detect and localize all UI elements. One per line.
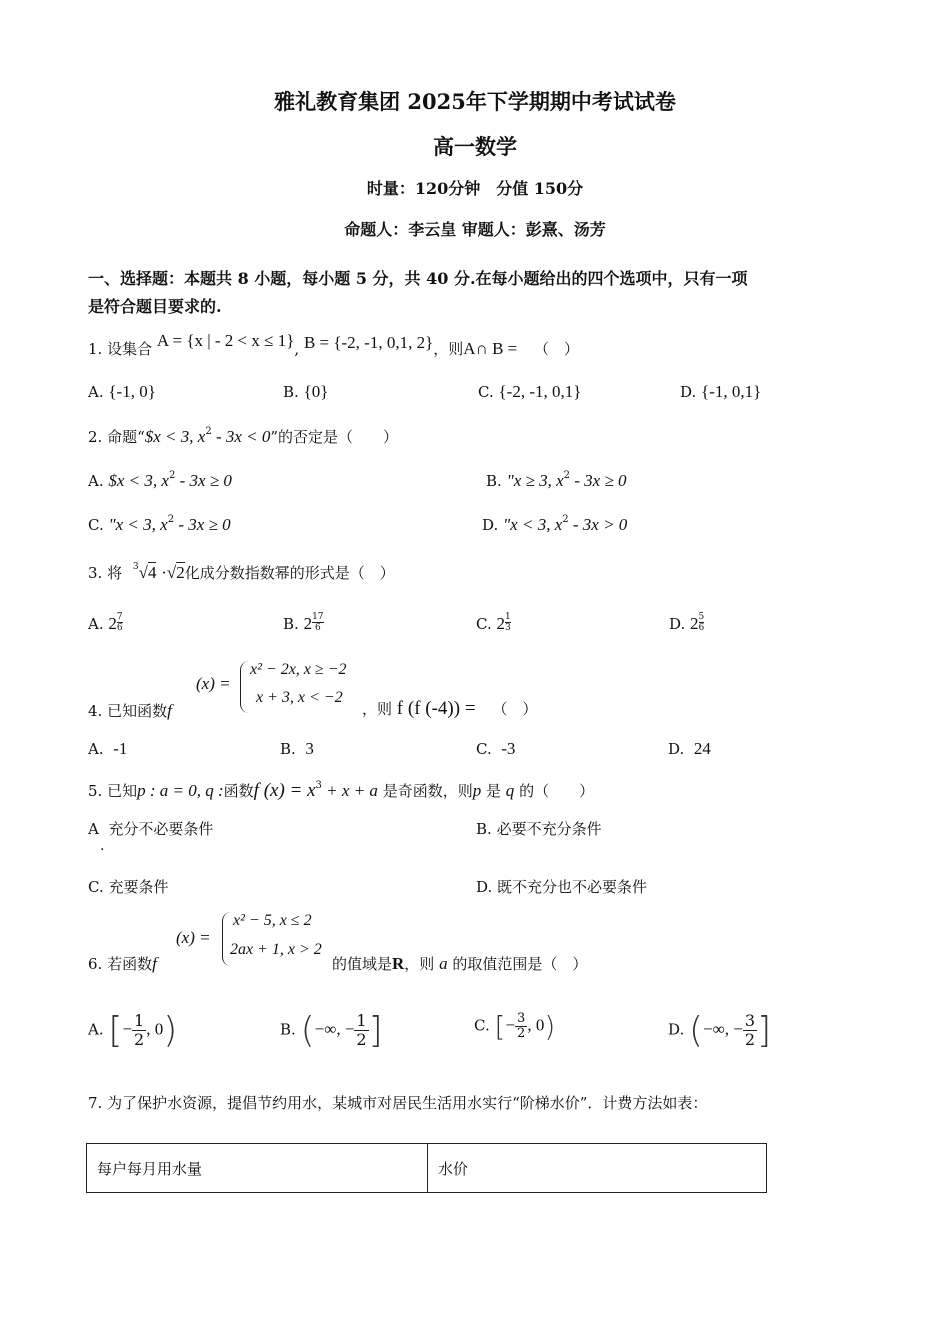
function-name: f xyxy=(152,954,157,973)
option-label: D. xyxy=(680,383,697,401)
function-def-rest: + x + a xyxy=(321,781,378,800)
option-math: - 3x ≥ 0 xyxy=(175,471,232,490)
radical-sign: √ xyxy=(138,563,148,582)
question-7 xyxy=(88,1092,707,1113)
interval-bracket: [ xyxy=(108,1010,123,1051)
exponent-denominator: 6 xyxy=(698,623,705,633)
intersection-expr: A∩ B = xyxy=(463,339,518,358)
radical-sign: √ xyxy=(166,563,177,582)
q3-option-c xyxy=(476,612,511,634)
question-stem-prefix: 若函数 xyxy=(107,955,153,973)
fraction-numerator: 3 xyxy=(744,1011,756,1030)
option-label: D. xyxy=(476,878,493,896)
question-4 xyxy=(88,700,172,721)
option-math: - 3x ≥ 0 xyxy=(570,471,627,490)
option-label: A. xyxy=(88,383,104,401)
option-label: C. xyxy=(476,615,492,633)
stray-dot: . xyxy=(100,838,105,854)
fraction-numerator: 1 xyxy=(134,1011,145,1030)
piecewise-case-2: 2ax + 1, x > 2 xyxy=(230,941,322,958)
option-text: 24 xyxy=(693,739,711,758)
option-math: - 3x > 0 xyxy=(568,515,628,534)
interval-bracket: ) xyxy=(544,1010,556,1043)
question-6 xyxy=(88,953,157,974)
question-number: 1. xyxy=(88,340,103,358)
option-text: {-2, -1, 0,1} xyxy=(498,382,582,401)
connector: 是 xyxy=(486,782,502,800)
table-row xyxy=(87,1144,767,1193)
exponent: 2 xyxy=(205,426,212,437)
exponent: 2 xyxy=(167,514,175,525)
question-number: 3. xyxy=(88,564,103,582)
option-text: -3 xyxy=(501,739,516,758)
separator: , xyxy=(294,340,300,358)
q4-option-c xyxy=(476,739,515,759)
dot-operator: · xyxy=(161,563,167,582)
table-header-price: 水价 xyxy=(428,1144,767,1193)
question-stem-prefix: 将 xyxy=(107,564,123,582)
question-stem-then: ，则 xyxy=(433,340,464,358)
piecewise-case-1: x² − 5, x ≤ 2 xyxy=(233,912,312,929)
question-stem-suffix: 的（ ） xyxy=(519,782,595,800)
option-text: 3 xyxy=(305,739,314,758)
function-name: f xyxy=(167,701,172,720)
option-label: B. xyxy=(283,615,299,633)
option-label: B. xyxy=(283,383,299,401)
option-label: A. xyxy=(88,1020,104,1039)
question-stem-prefix: 已知函数 xyxy=(107,702,168,720)
q1-option-b xyxy=(283,382,328,402)
set-a: A = {x | - 2 < x ≤ 1} xyxy=(156,331,295,350)
option-label: A xyxy=(88,820,99,838)
option-label: C. xyxy=(476,740,492,758)
proposition-p: p xyxy=(472,781,482,800)
question-stem-suffix: ”的否定是（ ） xyxy=(270,428,399,446)
piecewise-brace xyxy=(240,661,249,713)
exponent: 2 xyxy=(563,470,571,481)
exponent-numerator: 17 xyxy=(312,612,324,622)
question-number: 6. xyxy=(88,955,103,973)
option-label: A. xyxy=(88,472,104,490)
q4-tail xyxy=(362,698,537,720)
odd-function-text: 是奇函数，则 xyxy=(382,782,473,800)
real-set: R xyxy=(392,954,405,973)
q6-option-d xyxy=(668,1010,771,1051)
water-price-table xyxy=(86,1143,767,1193)
question-1 xyxy=(88,331,580,359)
q4-fx: (x) = xyxy=(196,674,231,693)
exponent-numerator: 1 xyxy=(505,612,511,622)
option-math: $x < 3, x xyxy=(108,471,169,490)
function-def: f (x) = x xyxy=(253,780,316,801)
q6-option-a xyxy=(88,1010,177,1051)
question-number: 4. xyxy=(88,702,103,720)
interval-bracket: ] xyxy=(757,1010,772,1051)
option-text: 必要不充分条件 xyxy=(496,820,602,838)
option-label: A. xyxy=(88,615,104,633)
option-label: D. xyxy=(669,615,686,633)
q2-option-d xyxy=(482,514,627,535)
interval-bracket: ( xyxy=(689,1010,704,1051)
q5-option-c xyxy=(88,876,169,897)
q3-option-d xyxy=(669,612,704,634)
option-label: D. xyxy=(482,516,499,534)
exam-title: 雅礼教育集团 2025年下学期期中考试试卷 xyxy=(274,89,676,114)
question-stem-math: $x < 3, x xyxy=(144,427,206,446)
answer-paren: （ ） xyxy=(492,700,538,718)
parameter-a: a xyxy=(439,954,448,973)
section-heading-line1: 一、选择题：本题共 8 小题，每小题 5 分，共 40 分.在每小题给出的四个选项中，只有一项 xyxy=(88,269,748,288)
radicand: 2 xyxy=(176,563,185,582)
option-math: "x < 3, x xyxy=(503,515,563,534)
option-label: C. xyxy=(88,516,104,534)
question-stem: 设集合 xyxy=(107,340,153,358)
piecewise-case-2: x + 3, x < −2 xyxy=(256,689,343,706)
interval-text: , 0 xyxy=(527,1015,545,1035)
power-base: 2 xyxy=(108,614,117,633)
option-label: C. xyxy=(474,1016,490,1035)
q4-option-a xyxy=(88,739,127,759)
question-2 xyxy=(88,426,398,447)
question-number: 2. xyxy=(88,428,103,446)
question-stem-suffix: 化成分数指数幂的形式是（ ） xyxy=(184,564,395,582)
exponent: 2 xyxy=(168,470,176,481)
question-stem-math2: - 3x < 0 xyxy=(211,427,271,446)
q4-option-b xyxy=(280,739,314,759)
option-label: C. xyxy=(88,878,104,896)
fraction-denominator: 2 xyxy=(356,1030,367,1049)
q5-option-a xyxy=(88,818,213,839)
radicand: 4 xyxy=(147,563,157,582)
root-index: 3 xyxy=(132,562,139,572)
question-stem-then: ，则 xyxy=(362,700,393,718)
exponent-denominator: 6 xyxy=(116,623,123,633)
power-base: 2 xyxy=(303,614,313,633)
q6-fx: (x) = xyxy=(176,928,211,947)
question-number: 5. xyxy=(88,782,103,800)
option-text: {0} xyxy=(303,382,329,401)
power-base: 2 xyxy=(690,614,699,633)
q6-tail xyxy=(332,953,587,974)
interval-text: − xyxy=(505,1015,516,1035)
q5-option-d xyxy=(476,876,647,897)
proposition-q: q xyxy=(505,781,515,800)
interval-text: −∞, − xyxy=(314,1019,355,1039)
q3-option-b xyxy=(283,612,324,634)
exponent-denominator: 6 xyxy=(314,623,321,633)
q2-option-c xyxy=(88,514,231,535)
section-heading-line2: 是符合题目要求的. xyxy=(88,297,222,316)
set-b: B = {-2, -1, 0,1, 2} xyxy=(303,333,434,352)
exam-subject: 高一数学 xyxy=(433,134,517,159)
fraction-denominator: 2 xyxy=(134,1030,145,1049)
fraction-denominator: 2 xyxy=(517,1026,526,1041)
fraction-numerator: 3 xyxy=(517,1011,526,1026)
exponent-denominator: 3 xyxy=(505,623,511,633)
option-math: - 3x ≥ 0 xyxy=(174,515,231,534)
time-and-score: 时量：120分钟 分值 150分 xyxy=(366,179,584,198)
option-label: D. xyxy=(668,1020,685,1039)
interval-text: , 0 xyxy=(146,1019,164,1039)
q4-option-d xyxy=(668,739,711,759)
option-text: {-1, 0,1} xyxy=(701,382,762,401)
q2-option-b xyxy=(486,470,627,491)
option-text: -1 xyxy=(113,739,128,758)
interval-text: − xyxy=(122,1019,133,1039)
option-text: 充要条件 xyxy=(108,878,169,896)
question-stem-prefix: 已知 xyxy=(107,782,138,800)
question-number: 7. xyxy=(88,1094,103,1112)
option-text: 既不充分也不必要条件 xyxy=(497,878,648,896)
q5-option-b xyxy=(476,818,602,839)
fraction-denominator: 2 xyxy=(744,1030,756,1049)
fraction-numerator: 1 xyxy=(356,1011,367,1030)
option-label: B. xyxy=(486,472,502,490)
q1-option-d xyxy=(680,382,761,402)
exponent: 2 xyxy=(562,514,569,525)
exam-authors: 命题人：李云皇 审题人：彭熹、汤芳 xyxy=(344,220,606,239)
q3-option-a xyxy=(88,612,123,634)
option-label: D. xyxy=(668,740,685,758)
piecewise-case-1: x² − 2x, x ≥ −2 xyxy=(250,661,347,678)
exponent: 3 xyxy=(315,780,322,791)
question-stem-then: ，则 xyxy=(404,955,435,973)
option-math: "x < 3, x xyxy=(108,515,168,534)
option-math: "x ≥ 3, x xyxy=(506,471,564,490)
question-ask: 的取值范围是（ ） xyxy=(452,955,588,973)
function-word: 函数 xyxy=(223,782,254,800)
option-text: 充分不必要条件 xyxy=(108,820,214,838)
q1-option-a xyxy=(88,382,156,402)
q1-option-c xyxy=(478,382,581,402)
question-5 xyxy=(88,780,594,802)
exponent-numerator: 5 xyxy=(698,612,705,622)
question-3 xyxy=(88,562,395,583)
q2-option-a xyxy=(88,470,232,491)
range-text: 的值域是 xyxy=(332,955,393,973)
pq-definition: p : a = 0, q : xyxy=(137,781,224,800)
power-base: 2 xyxy=(496,614,505,633)
table-header-usage: 每户每月用水量 xyxy=(87,1144,428,1193)
option-label: C. xyxy=(478,383,494,401)
interval-bracket: ) xyxy=(163,1010,178,1051)
question-stem-prefix: 命题“ xyxy=(107,428,145,446)
question-stem: 为了保护水资源，提倡节约用水，某城市对居民生活用水实行“阶梯水价”．计费方法如表： xyxy=(107,1094,708,1112)
interval-bracket: [ xyxy=(494,1010,506,1043)
option-text: {-1, 0} xyxy=(108,382,156,401)
answer-paren: （ ） xyxy=(534,340,580,358)
exponent-numerator: 7 xyxy=(116,612,123,622)
q6-option-c xyxy=(474,1010,555,1043)
option-label: B. xyxy=(476,820,492,838)
interval-bracket: ( xyxy=(300,1010,315,1051)
interval-text: −∞, − xyxy=(703,1019,743,1039)
q6-option-b xyxy=(280,1010,383,1051)
option-label: B. xyxy=(280,1020,296,1039)
interval-bracket: ] xyxy=(368,1010,383,1051)
composite-expr: f (f (-4)) = xyxy=(396,698,476,719)
option-label: B. xyxy=(280,740,296,758)
option-label: A. xyxy=(88,740,104,758)
